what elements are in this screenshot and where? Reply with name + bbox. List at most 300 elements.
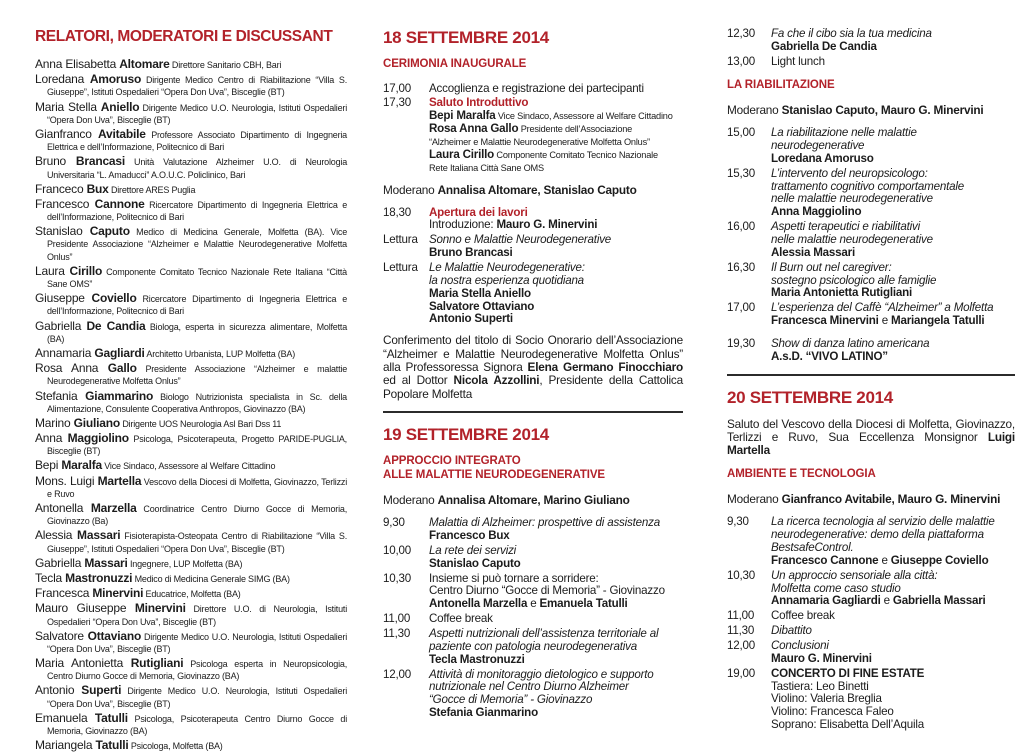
session-details bbox=[771, 668, 1015, 732]
session-line bbox=[771, 153, 1015, 166]
text-segment: Insieme si può tornare a sorridere: bbox=[429, 571, 599, 585]
schedule-column-day1-2 bbox=[383, 26, 683, 724]
time-label: 15,30 bbox=[727, 166, 756, 180]
text-segment: Light lunch bbox=[771, 54, 825, 68]
divider-rule bbox=[727, 374, 1015, 376]
session-details bbox=[429, 83, 683, 96]
text-segment: A.s.D. “VIVO LATINO” bbox=[771, 349, 888, 363]
person-entry bbox=[35, 225, 347, 263]
text-segment: e bbox=[878, 314, 891, 328]
person-role: Educatrice, Molfetta (BA) bbox=[143, 589, 241, 600]
text-segment: Un approccio sensoriale alla città: bbox=[771, 568, 938, 582]
schedule-item bbox=[383, 573, 683, 612]
session-details bbox=[771, 127, 1015, 166]
schedule-item bbox=[383, 613, 683, 626]
time-label: 16,30 bbox=[727, 260, 756, 274]
text-segment: trattamento cognitivo comportamentale bbox=[771, 179, 965, 193]
person-surname: Superti bbox=[81, 683, 122, 698]
person-entry bbox=[35, 739, 347, 752]
text-segment: Coffee break bbox=[429, 612, 493, 626]
session-line bbox=[429, 313, 683, 326]
session-line bbox=[771, 625, 1015, 638]
text-segment: L’esperienza del Caffè “Alzheimer” a Molfetta bbox=[771, 301, 994, 315]
schedule-item bbox=[383, 97, 683, 174]
session-details bbox=[429, 262, 683, 326]
moderators-line bbox=[727, 492, 1015, 506]
text-segment: Show di danza latino americana bbox=[771, 337, 930, 351]
session-line bbox=[429, 613, 683, 626]
person-role: Direttore U.O. di Neurologia, Istituti Ospedalieri “Opera Don Uva”, Bisceglie (BT) bbox=[47, 604, 347, 627]
time-label: 19,30 bbox=[727, 337, 756, 351]
text-segment: La riabilitazione nelle malattie bbox=[771, 126, 917, 140]
session-details bbox=[429, 234, 683, 260]
person-role: Psicologa, Molfetta (BA) bbox=[128, 741, 223, 752]
person-role: Ricercatore Dipartimento di Ingegneria Elettrica e dell’Informazione, Politecnico di Bari bbox=[47, 294, 347, 317]
session-line bbox=[771, 287, 1015, 300]
person-first-name: Franceco bbox=[35, 181, 87, 196]
person-surname: Giuliano bbox=[73, 415, 121, 430]
session-line bbox=[429, 598, 683, 611]
time-label: 11,00 bbox=[383, 612, 411, 626]
person-entry bbox=[35, 362, 347, 387]
schedule-item bbox=[727, 28, 1015, 54]
person-entry bbox=[35, 292, 347, 317]
text-segment: Gabriella De Candia bbox=[771, 39, 877, 53]
person-first-name: Antonio bbox=[35, 683, 82, 698]
person-entry bbox=[35, 657, 347, 682]
person-role: Presidente Associazione “Alzheimer e malattie Neurodegenerative Molfetta Onlus” bbox=[47, 364, 348, 387]
person-entry bbox=[35, 475, 347, 500]
text-segment: Sonno e Malattie Neurodegenerative bbox=[429, 233, 612, 247]
text-segment: Antonella Marzella bbox=[429, 597, 528, 611]
moderators-line bbox=[383, 493, 683, 507]
person-entry bbox=[35, 183, 347, 196]
session-line bbox=[429, 83, 683, 96]
text-segment: Violino: Francesca Faleo bbox=[771, 705, 894, 719]
person-surname: Minervini bbox=[92, 586, 144, 601]
session-details bbox=[771, 338, 1015, 364]
person-role: Medico di Medicina Generale, Molfetta (BA). Vice Presidente Associazione “Alzheimer e Malattie Neurodegenerative Molfetta Onlus” bbox=[47, 227, 348, 262]
person-surname: Massari bbox=[77, 528, 121, 543]
session-details bbox=[771, 625, 1015, 638]
person-first-name: Mauro Giuseppe bbox=[35, 601, 135, 616]
person-role: Psicologa, Psicoterapeuta Centro Diurno Gocce di Memoria, Giovinazzo (BA) bbox=[47, 713, 347, 736]
person-first-name: Bruno bbox=[35, 154, 76, 169]
person-role: Biologo Nutrizionista specialista in Sc. della Alimentazione, Consulente Cooperativa Anthropos, Giovinazzo (BA) bbox=[47, 391, 347, 414]
person-surname: Minervini bbox=[134, 601, 186, 616]
person-first-name: Stefania bbox=[35, 388, 86, 403]
person-first-name: Maria Stella bbox=[35, 99, 101, 114]
schedule-item bbox=[727, 262, 1015, 301]
person-role: Componente Comitato Tecnico Nazionale Rete Italiana “Città Sane OMS” bbox=[47, 266, 347, 289]
text-segment: Laura Cirillo bbox=[429, 147, 495, 161]
time-label: 15,00 bbox=[727, 126, 756, 140]
person-first-name: Antonella bbox=[35, 501, 91, 515]
day-heading: 20 SETTEMBRE 2014 bbox=[727, 387, 893, 407]
text-segment: Maria Antonietta Rutigliani bbox=[771, 286, 913, 300]
schedule-item bbox=[727, 668, 1015, 732]
text-segment: Bepi Maralfa bbox=[429, 109, 496, 123]
person-role: Dirigente Medico Centro di Riabilitazione “Villa S. Giuseppe”, Istituti Ospedalieri “Opera Don Uva”, Bisceglie (BT) bbox=[47, 75, 348, 98]
person-first-name: Francesca bbox=[35, 586, 93, 601]
time-label: 19,00 bbox=[727, 666, 756, 680]
text-segment: Tecla Mastronuzzi bbox=[429, 652, 525, 666]
text-segment: Saluto del Vescovo della Diocesi di Molfetta, Giovinazzo, Terlizzi e Ruvo, Sua Eccellenza Monsignor bbox=[727, 416, 1015, 445]
person-role: Psicologa, Psicoterapeuta, Progetto PARIDE-PUGLIA, Bisceglie (BT) bbox=[47, 434, 347, 457]
person-entry bbox=[35, 265, 347, 290]
person-surname: Giammarino bbox=[85, 388, 154, 403]
person-first-name: Mons. Luigi bbox=[35, 473, 98, 488]
text-segment: Introduzione: bbox=[429, 218, 497, 232]
people-list bbox=[35, 58, 347, 752]
person-entry bbox=[35, 572, 347, 585]
text-segment: BestsafeControl. bbox=[771, 541, 854, 555]
text-segment: Attività di monitoraggio dietologico e supporto bbox=[429, 667, 654, 681]
person-entry bbox=[35, 347, 347, 360]
speakers-heading: RELATORI, MODERATORI E DISCUSSANT bbox=[35, 28, 333, 45]
person-surname: Avitabile bbox=[97, 126, 146, 141]
schedule-item bbox=[727, 168, 1015, 219]
text-segment: Aspetti terapeutici e riabilitativi bbox=[771, 220, 920, 234]
time-label: 10,30 bbox=[383, 571, 412, 585]
person-surname: Maralfa bbox=[61, 458, 102, 473]
text-segment: Presidente dell’Associazione bbox=[518, 124, 633, 135]
person-first-name: Loredana bbox=[35, 72, 90, 87]
session-details bbox=[771, 168, 1015, 219]
session-details bbox=[771, 570, 1015, 609]
schedule-item bbox=[727, 338, 1015, 364]
section-heading bbox=[727, 468, 1015, 482]
text-segment: Bruno Brancasi bbox=[429, 246, 513, 260]
schedule-item bbox=[383, 628, 683, 667]
text-segment: nutrizionale nel Centro Diurno Alzheimer bbox=[429, 680, 629, 694]
person-entry bbox=[35, 684, 347, 709]
text-segment: neurodegenerative: demo della piattaforma bbox=[771, 528, 984, 542]
session-details bbox=[429, 517, 683, 543]
text-segment: Annamaria Gagliardi bbox=[771, 594, 881, 608]
day-heading: 18 SETTEMBRE 2014 bbox=[383, 28, 549, 47]
text-segment: la nostra esperienza quotidiana bbox=[429, 273, 584, 287]
person-surname: Bux bbox=[86, 181, 109, 196]
person-first-name: Anna bbox=[35, 431, 68, 446]
person-entry bbox=[35, 502, 347, 527]
text-segment: Il Burn out nel caregiver: bbox=[771, 260, 892, 274]
session-line bbox=[429, 162, 683, 175]
session-details bbox=[771, 516, 1015, 567]
person-first-name: Maria Antonietta bbox=[35, 656, 131, 671]
session-details bbox=[429, 669, 683, 720]
text-segment: Maria Stella Aniello bbox=[429, 286, 531, 300]
moderators-line bbox=[383, 183, 683, 197]
schedule-item bbox=[727, 610, 1015, 623]
session-line bbox=[429, 654, 683, 667]
schedule-item bbox=[383, 262, 683, 326]
time-label: 18,30 bbox=[383, 205, 412, 219]
text-segment: e bbox=[527, 597, 540, 611]
person-role: Dirigente Medico U.O. Neurologia, Istituti Ospedalieri “Opera Don Uva”, Bisceglie (BT) bbox=[47, 686, 347, 709]
section-heading-line: ALLE MALATTIE NEURODEGENERATIVE bbox=[383, 468, 606, 481]
text-segment: e bbox=[880, 594, 893, 608]
person-entry bbox=[35, 390, 347, 415]
text-segment: Moderano bbox=[727, 492, 782, 507]
schedule-item bbox=[383, 669, 683, 720]
text-segment: Stanislao Caputo bbox=[429, 556, 521, 570]
moderators-line bbox=[727, 103, 1015, 117]
text-segment: “Alzheimer e Malattie Neurodegenerative Molfetta Onlus” bbox=[429, 137, 650, 147]
text-segment: Malattia di Alzheimer: prospettive di assistenza bbox=[429, 516, 660, 530]
person-role: Fisioterapista-Osteopata Centro di Riabilitazione “Villa S. Giuseppe”, Istituti Ospedalieri “Opera Don Uva”, Bisceglie (BT) bbox=[47, 531, 347, 554]
session-details bbox=[771, 610, 1015, 623]
text-segment: Centro Diurno “Gocce di Memoria” - Giovinazzo bbox=[429, 584, 665, 598]
person-surname: Massari bbox=[84, 555, 128, 570]
session-line bbox=[771, 719, 1015, 732]
time-label: 12,00 bbox=[383, 667, 412, 681]
schedule-item bbox=[727, 221, 1015, 260]
schedule-item bbox=[727, 127, 1015, 166]
person-role: Professore Associato Dipartimento di Ingegneria Elettrica e dell’Informazione, Politecnico di Bari bbox=[47, 129, 347, 153]
person-surname: Ottaviano bbox=[87, 628, 142, 643]
person-surname: Cirillo bbox=[69, 263, 103, 278]
person-role: Direttore Sanitario CBH, Bari bbox=[169, 60, 282, 70]
time-label: 10,30 bbox=[727, 568, 756, 582]
text-segment: “Gocce di Memoria” - Giovinazzo bbox=[429, 693, 593, 707]
person-role: Architetto Urbanista, LUP Molfetta (BA) bbox=[144, 348, 295, 359]
text-segment: Elena Germano Finocchiaro bbox=[527, 359, 683, 374]
person-surname: Cannone bbox=[94, 196, 145, 211]
person-surname: Altomare bbox=[119, 57, 170, 71]
person-entry bbox=[35, 417, 347, 430]
text-segment: Fa che il cibo sia la tua medicina bbox=[771, 27, 932, 40]
person-entry bbox=[35, 128, 347, 153]
text-segment: Rosa Anna Gallo bbox=[429, 122, 519, 136]
schedule-item bbox=[727, 302, 1015, 328]
text-segment: Stanislao Caputo, Mauro G. Minervini bbox=[781, 103, 984, 118]
session-line bbox=[771, 555, 1015, 568]
person-role: Vescovo della Diocesi di Molfetta, Giovinazzo, Terlizzi e Ruvo bbox=[47, 476, 347, 499]
session-details bbox=[429, 545, 683, 571]
session-details bbox=[429, 97, 683, 174]
person-entry bbox=[35, 432, 347, 457]
person-first-name: Gabriella bbox=[35, 318, 87, 333]
schedule-item bbox=[383, 83, 683, 96]
session-details bbox=[771, 640, 1015, 666]
person-role: Direttore ARES Puglia bbox=[108, 184, 196, 195]
text-segment: Rete Italiana Città Sane OMS bbox=[429, 162, 544, 173]
person-surname: Caputo bbox=[89, 224, 130, 239]
session-details bbox=[771, 56, 1015, 69]
text-segment: nelle malattie neurodegenerative bbox=[771, 233, 933, 247]
text-segment: ed al Dottor bbox=[383, 373, 454, 388]
text-segment: e bbox=[878, 553, 891, 567]
person-surname: Tatulli bbox=[95, 738, 129, 752]
day-heading: 19 SETTEMBRE 2014 bbox=[383, 424, 549, 444]
time-label: 11,30 bbox=[383, 626, 411, 640]
text-segment: Mauro G. Minervini bbox=[496, 218, 598, 232]
session-line bbox=[771, 351, 1015, 364]
person-entry bbox=[35, 602, 347, 627]
session-line bbox=[771, 610, 1015, 623]
person-first-name: Giuseppe bbox=[35, 291, 92, 306]
text-segment: Francesco Cannone bbox=[771, 553, 879, 567]
text-segment: Le Malattie Neurodegenerative: bbox=[429, 261, 585, 275]
section-heading-line: CERIMONIA INAUGURALE bbox=[383, 58, 527, 70]
person-surname: Coviello bbox=[91, 291, 137, 306]
text-segment: Anna Maggiolino bbox=[771, 205, 862, 219]
session-details bbox=[771, 28, 1015, 54]
person-first-name: Bepi bbox=[35, 458, 62, 473]
person-entry bbox=[35, 529, 347, 554]
schedule-item bbox=[383, 207, 683, 233]
text-segment: Componente Comitato Tecnico Nazionale bbox=[494, 149, 658, 160]
text-segment: Molfetta come caso studio bbox=[771, 581, 901, 595]
schedule-item bbox=[727, 56, 1015, 69]
person-first-name: Rosa Anna bbox=[35, 361, 108, 376]
person-role: Dirigente UOS Neurologia Asl Bari Dss 11 bbox=[120, 418, 282, 429]
section-heading bbox=[383, 455, 683, 482]
schedule-item bbox=[727, 570, 1015, 609]
person-entry bbox=[35, 587, 347, 600]
text-segment: Apertura dei lavori bbox=[429, 205, 528, 219]
text-segment: Luigi Martella bbox=[727, 430, 1015, 458]
person-surname: De Candia bbox=[86, 318, 146, 333]
person-role: Unità Valutazione Alzheimer U.O. di Neurologia Universitaria “L. Amaducci” A.O.U.C. Policlinico, Bari bbox=[47, 157, 348, 180]
person-surname: Aniello bbox=[100, 99, 140, 114]
text-segment: La ricerca tecnologia al servizio delle malattie bbox=[771, 515, 995, 529]
schedule-item bbox=[727, 640, 1015, 666]
text-segment: Nicola Azzollini bbox=[453, 373, 540, 388]
session-details bbox=[771, 262, 1015, 301]
person-role: Psicologa esperta in Neuropsicologia, Centro Diurno Gocce di Memoria, Giovinazzo (BA) bbox=[47, 659, 347, 682]
person-first-name: Emanuela bbox=[35, 710, 95, 725]
text-segment: Giuseppe Coviello bbox=[890, 553, 989, 567]
person-surname: Marzella bbox=[90, 501, 137, 515]
time-label: 16,00 bbox=[727, 220, 756, 234]
person-entry bbox=[35, 58, 347, 71]
time-label: 9,30 bbox=[727, 515, 749, 529]
text-segment: Mauro G. Minervini bbox=[771, 651, 872, 665]
person-first-name: Salvatore bbox=[35, 628, 88, 643]
text-segment: neurodegenerative bbox=[771, 139, 865, 152]
section-heading-line: AMBIENTE E TECNOLOGIA bbox=[727, 467, 876, 480]
text-segment: Tastiera: Leo Binetti bbox=[771, 679, 869, 693]
session-details bbox=[429, 207, 683, 233]
time-label: 10,00 bbox=[383, 543, 412, 557]
schedule-item bbox=[727, 516, 1015, 567]
text-segment: Soprano: Elisabetta Dell’Aquila bbox=[771, 718, 924, 732]
person-entry bbox=[35, 712, 347, 737]
session-details bbox=[429, 628, 683, 667]
text-segment: Loredana Amoruso bbox=[771, 151, 874, 165]
section-heading bbox=[383, 58, 683, 72]
text-segment: Alessia Massari bbox=[771, 245, 856, 259]
time-label: Lettura bbox=[383, 233, 418, 247]
time-label: 12,00 bbox=[727, 639, 756, 653]
session-details bbox=[429, 573, 683, 612]
person-first-name: Annamaria bbox=[35, 345, 95, 360]
person-first-name: Alessia bbox=[35, 528, 78, 543]
text-segment: Dibattito bbox=[771, 624, 812, 638]
session-line bbox=[771, 247, 1015, 260]
person-surname: Maggiolino bbox=[67, 431, 129, 446]
person-role: Coordinatrice Centro Diurno Gocce di Memoria, Giovinazzo (Ba) bbox=[47, 504, 347, 527]
session-line bbox=[429, 247, 683, 260]
text-segment: Emanuela Tatulli bbox=[539, 597, 628, 611]
person-entry bbox=[35, 155, 347, 180]
person-role: Biologa, esperta in sicurezza alimentare, Molfetta (BA) bbox=[47, 321, 348, 344]
session-details bbox=[771, 302, 1015, 328]
text-segment: Conclusioni bbox=[771, 639, 829, 653]
text-segment: Conferimento del titolo di Socio Onorario dell’Associazione “Alzheimer e Malattie Neurodegenerative Molfetta Onlus” alla Professoressa Signora bbox=[383, 333, 683, 374]
text-segment: Mariangela Tatulli bbox=[890, 314, 985, 328]
person-surname: Brancasi bbox=[75, 154, 126, 169]
session-line bbox=[771, 653, 1015, 666]
person-role: Ingegnere, LUP Molfetta (BA) bbox=[127, 558, 243, 569]
session-line bbox=[429, 707, 683, 720]
schedule-item bbox=[383, 234, 683, 260]
text-segment: Stefania Gianmarino bbox=[429, 706, 538, 720]
text-segment: nelle malattie neurodegenerative bbox=[771, 192, 933, 206]
session-details bbox=[771, 221, 1015, 260]
person-first-name: Laura bbox=[35, 263, 70, 278]
person-entry bbox=[35, 320, 347, 345]
text-segment: Moderano bbox=[727, 103, 782, 118]
text-segment: CONCERTO DI FINE ESTATE bbox=[771, 666, 925, 680]
time-label: 17,30 bbox=[383, 96, 412, 110]
text-segment: La rete dei servizi bbox=[429, 543, 517, 557]
text-segment: Annalisa Altomare, Stanislao Caputo bbox=[437, 182, 637, 197]
text-segment: Antonio Superti bbox=[429, 312, 513, 326]
schedule-column-day2-3 bbox=[727, 26, 1015, 732]
text-segment: Coffee break bbox=[771, 609, 835, 623]
schedule-item bbox=[383, 517, 683, 543]
text-segment: Violino: Valeria Breglia bbox=[771, 692, 882, 706]
time-label: 11,30 bbox=[727, 624, 755, 638]
person-entry bbox=[35, 557, 347, 570]
person-first-name: Mariangela bbox=[35, 738, 96, 752]
text-segment: Moderano bbox=[383, 493, 438, 508]
session-line bbox=[771, 41, 1015, 54]
person-entry bbox=[35, 198, 347, 223]
person-surname: Rutigliani bbox=[130, 656, 184, 671]
person-surname: Amoruso bbox=[89, 72, 142, 87]
paragraph bbox=[383, 334, 683, 401]
time-label: 9,30 bbox=[383, 516, 405, 530]
time-label: Lettura bbox=[383, 261, 418, 275]
section-heading-line: LA RIABILITAZIONE bbox=[727, 78, 835, 91]
text-segment: Saluto Introduttivo bbox=[429, 96, 529, 110]
person-surname: Mastronuzzi bbox=[65, 570, 133, 585]
schedule-item bbox=[383, 545, 683, 571]
person-first-name: Tecla bbox=[35, 570, 66, 585]
person-role: Ricercatore Dipartimento di Ingegneria Elettrica e dell’Informazione, Politecnico di Bari bbox=[47, 199, 347, 223]
text-segment: , Presidente della Cattolica Popolare Molfetta bbox=[383, 373, 683, 401]
text-segment: Accoglienza e registrazione dei partecipanti bbox=[429, 81, 644, 95]
text-segment: Aspetti nutrizionali dell’assistenza territoriale al bbox=[429, 626, 659, 640]
time-label: 13,00 bbox=[727, 54, 756, 68]
person-role: Dirigente Medico U.O. Neurologia, Istituti Ospedalieri “Opera Don Uva”, Bisceglie (BT) bbox=[47, 631, 347, 654]
text-segment: paziente con patologia neurodegenerativa bbox=[429, 639, 637, 653]
session-line bbox=[771, 206, 1015, 219]
text-segment: Gabriella Massari bbox=[892, 594, 986, 608]
text-segment: Vice Sindaco, Assessore al Welfare Cittadino bbox=[495, 111, 673, 122]
time-label: 11,00 bbox=[727, 609, 755, 623]
person-role: Vice Sindaco, Assessore al Welfare Cittadino bbox=[101, 461, 276, 472]
person-entry bbox=[35, 73, 347, 98]
session-line bbox=[771, 595, 1015, 608]
divider-rule bbox=[383, 411, 683, 413]
session-line bbox=[429, 558, 683, 571]
person-surname: Tatulli bbox=[94, 710, 128, 725]
